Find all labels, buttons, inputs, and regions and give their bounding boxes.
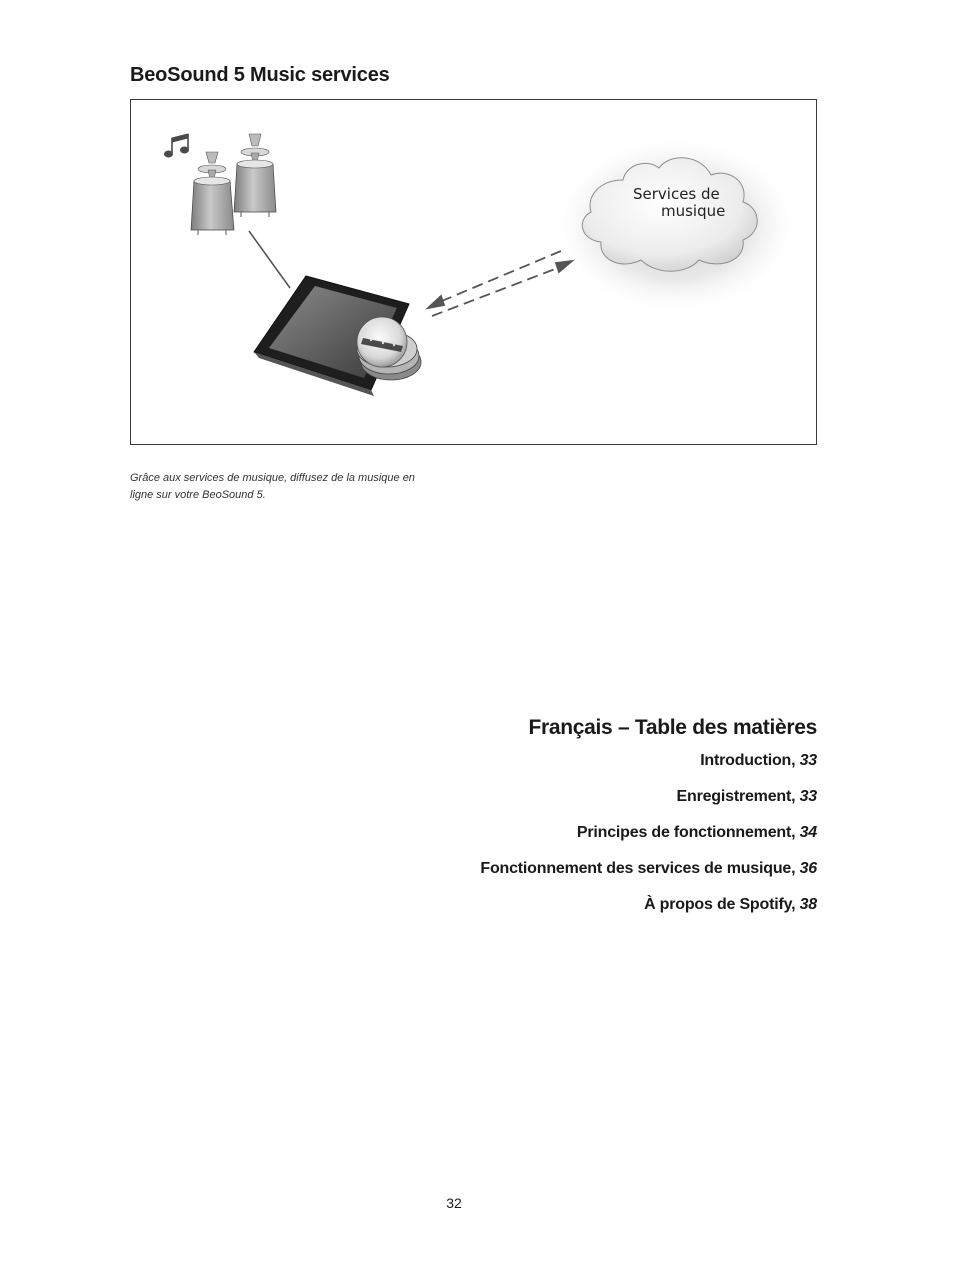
- music-note-icon: [165, 134, 189, 157]
- toc-item-label: À propos de Spotify,: [644, 896, 800, 913]
- toc-item[interactable]: [480, 858, 817, 894]
- toc-item-page: 34: [799, 824, 817, 841]
- toc-item[interactable]: [480, 750, 817, 786]
- toc-item[interactable]: [480, 786, 817, 822]
- bidirectional-dashed-arrows-icon: [428, 251, 572, 316]
- beosound5-device-icon: [254, 276, 421, 396]
- cloud-label-line2: musique: [661, 202, 726, 220]
- toc-item-label: Introduction,: [700, 752, 800, 769]
- speakers-icon: [191, 134, 276, 235]
- table-of-contents: [480, 716, 817, 930]
- cloud-icon: [551, 135, 801, 315]
- cloud-label-line1: Services de: [633, 185, 720, 203]
- speaker-connection-line: [249, 231, 290, 288]
- toc-item-page: 33: [799, 788, 817, 805]
- toc-title: Français – Table des matières: [528, 716, 817, 739]
- toc-item-label: Principes de fonctionnement,: [576, 824, 800, 841]
- section-title: BeoSound 5 Music services: [130, 64, 390, 86]
- toc-item[interactable]: [480, 894, 817, 930]
- toc-item-label: Enregistrement,: [676, 788, 800, 805]
- toc-item-page: 38: [799, 896, 817, 913]
- toc-item-page: 33: [799, 752, 817, 769]
- toc-item[interactable]: [480, 822, 817, 858]
- music-services-figure: [130, 99, 817, 445]
- toc-list: [480, 750, 817, 930]
- page-number: 32: [446, 1195, 462, 1211]
- figure-caption: Grâce aux services de musique, diffusez de la musique en ligne sur votre BeoSound 5.: [130, 472, 415, 501]
- toc-item-page: 36: [799, 860, 817, 877]
- toc-item-label: Fonctionnement des services de musique,: [480, 860, 800, 877]
